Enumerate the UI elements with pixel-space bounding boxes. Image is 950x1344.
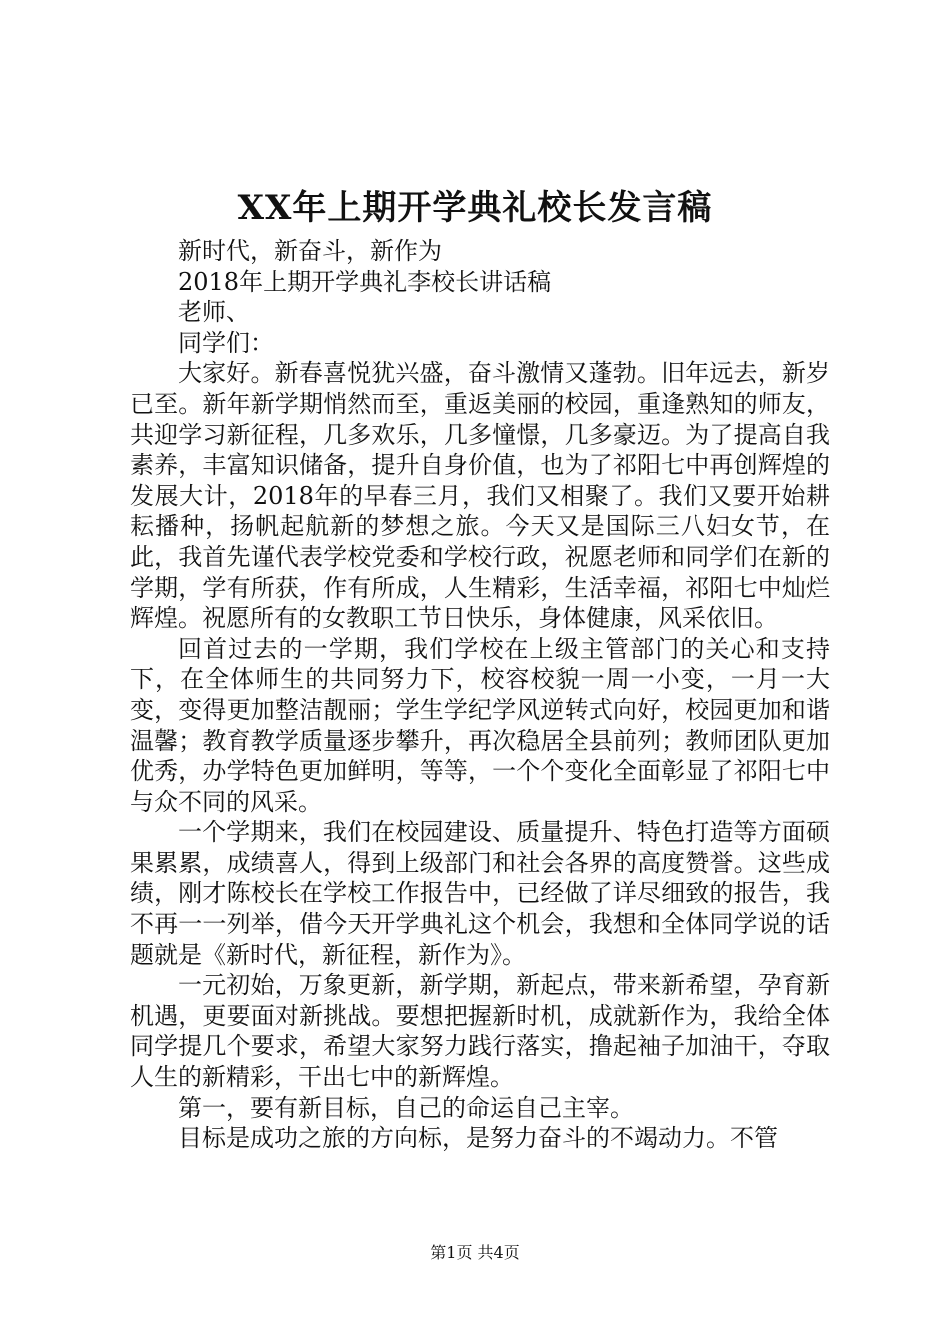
paragraph: 同学们： (178, 328, 274, 357)
document-title: XX年上期开学典礼校长发言稿 (237, 188, 713, 228)
paragraph: 老师、 (178, 298, 250, 327)
paragraph: 2018年上期开学典礼李校长讲话稿 (178, 267, 552, 296)
paragraph: 目标是成功之旅的方向标，是努力奋斗的不竭动力。不管 (178, 1124, 778, 1153)
paragraph: 一元初始，万象更新，新学期，新起点，带来新希望，孕育新机遇，更要面对新挑战。要想把握新时机，成就新作为，我给全体同学提几个要求，希望大家努力践行落实，撸起袖子加油干，夺取人生的新精彩，干出七中的新辉煌。 (130, 971, 830, 1092)
paragraph: 一个学期来，我们在校园建设、质量提升、特色打造等方面硕果累累，成绩喜人，得到上级部门和社会各界的高度赞誉。这些成绩，刚才陈校长在学校工作报告中，已经做了详尽细致的报告，我不再一一列举，借今天开学典礼这个机会，我想和全体同学说的话题就是《新时代，新征程，新作为》。 (130, 818, 830, 969)
document-body (130, 236, 830, 1154)
paragraph: 大家好。新春喜悦犹兴盛，奋斗激情又蓬勃。旧年远去，新岁已至。新年新学期悄然而至，重返美丽的校园，重逢熟知的师友，共迎学习新征程，几多欢乐，几多憧憬，几多豪迈。为了提高自我素养，丰富知识储备，提升自身价值，也为了祁阳七中再创辉煌的发展大计，2018年的早春三月，我们又相聚了。我们又要开始耕耘播种，扬帆起航新的梦想之旅。今天又是国际三八妇女节，在此，我首先谨代表学校党委和学校行政，祝愿老师和同学们在新的学期，学有所获，作有所成，人生精彩，生活幸福，祁阳七中灿烂辉煌。祝愿所有的女教职工节日快乐，身体健康，风采依旧。 (130, 359, 830, 633)
paragraph: 新时代，新奋斗，新作为 (178, 237, 442, 265)
paragraph: 第一，要有新目标，自己的命运自己主宰。 (178, 1093, 634, 1122)
page-indicator: 第1页 共4页 (430, 1243, 520, 1262)
paragraph: 回首过去的一学期，我们学校在上级主管部门的关心和支持下，在全体师生的共同努力下，校容校貌一周一小变，一月一大变，变得更加整洁靓丽；学生学纪学风逆转式向好，校园更加和谐温馨；教育教学质量逐步攀升，再次稳居全县前列；教师团队更加优秀，办学特色更加鲜明，等等，一个个变化全面彰显了祁阳七中与众不同的风采。 (130, 634, 830, 816)
